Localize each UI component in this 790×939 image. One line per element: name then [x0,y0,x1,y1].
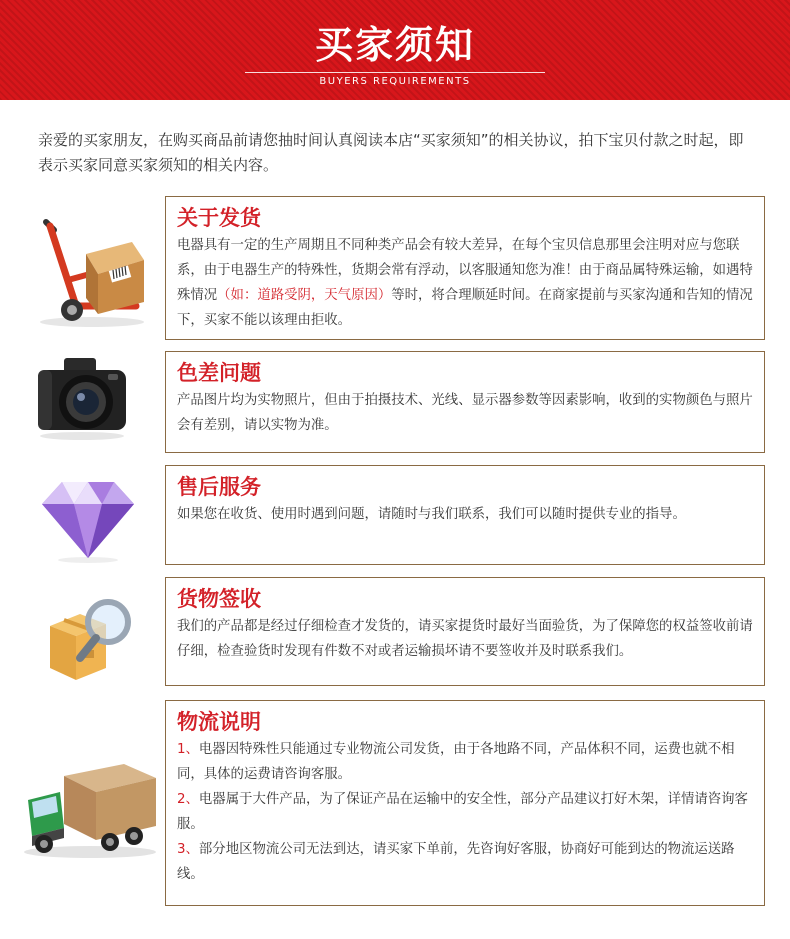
banner-divider [245,72,545,73]
section-title: 物流说明 [177,710,261,734]
list-item [177,837,754,887]
list-item-number: 1、 [177,742,199,757]
banner-title: 买家须知 [314,23,475,67]
box-magnifier-icon [44,596,140,684]
header-banner [0,0,790,100]
section-goods-receipt [165,577,765,686]
list-item [177,737,754,787]
body-text: 等时，将合理顺延时间。在商家提前与买家沟通和告知的情况下，买家不能以该理由拒收。 [177,288,753,328]
list-item-number: 2、 [177,792,199,807]
section-body [177,233,754,333]
section-title: 售后服务 [177,475,261,499]
diamond-icon [38,476,138,564]
list-item-text: 电器属于大件产品，为了保证产品在运输中的安全性，部分产品建议打好木架，详情请咨询客服。 [177,792,748,832]
section-body: 如果您在收货、使用时遇到问题，请随时与我们联系，我们可以随时提供专业的指导。 [177,507,686,522]
list-item-text: 电器因特殊性只能通过专业物流公司发货，由于各地路不同，产品体积不同，运费也就不相同，具体的运费请咨询客服。 [177,742,735,782]
section-body: 产品图片均为实物照片，但由于拍摄技术、光线、显示器参数等因素影响，收到的实物颜色与照片会有差别，请以实物为准。 [177,393,753,433]
body-text: 电器具有一定的生产周期且不同种类产品会有较大差异，在每个宝贝信息那里会注明对应与您联系，由于电器生产的特殊性，货期会常有浮动，以客服通知您为准！由于商品属特殊运输，如遇特殊情况 [177,238,753,303]
hand-truck-box-icon [32,218,156,330]
intro-text: 亲爱的买家朋友，在购买商品前请您抽时间认真阅读本店“买家须知”的相关协议，拍下宝贝付款之时起，即表示买家同意买家须知的相关内容。 [38,131,744,174]
section-color-difference [165,351,765,453]
body-highlight: （如：道路受阴，天气原因） [217,288,392,303]
list-item [177,787,754,837]
camera-icon [34,352,130,442]
section-title: 货物签收 [177,587,261,611]
banner-subtitle: BUYERS REQUIREMENTS [319,76,471,87]
section-body: 我们的产品都是经过仔细检查才发货的，请买家提货时最好当面验货，为了保障您的权益签收前请仔细，检查验货时发现有件数不对或者运输损坏请不要签收并及时联系我们。 [177,619,753,659]
section-shipping [165,196,765,340]
list-item-text: 部分地区物流公司无法到达，请买家下单前，先咨询好客服，协商好可能到达的物流运送路线。 [177,842,735,882]
section-after-sales [165,465,765,565]
list-item-number: 3、 [177,842,199,857]
section-logistics [165,700,765,906]
section-title: 色差问题 [177,361,261,385]
delivery-truck-icon [18,756,160,860]
section-title: 关于发货 [177,206,261,230]
